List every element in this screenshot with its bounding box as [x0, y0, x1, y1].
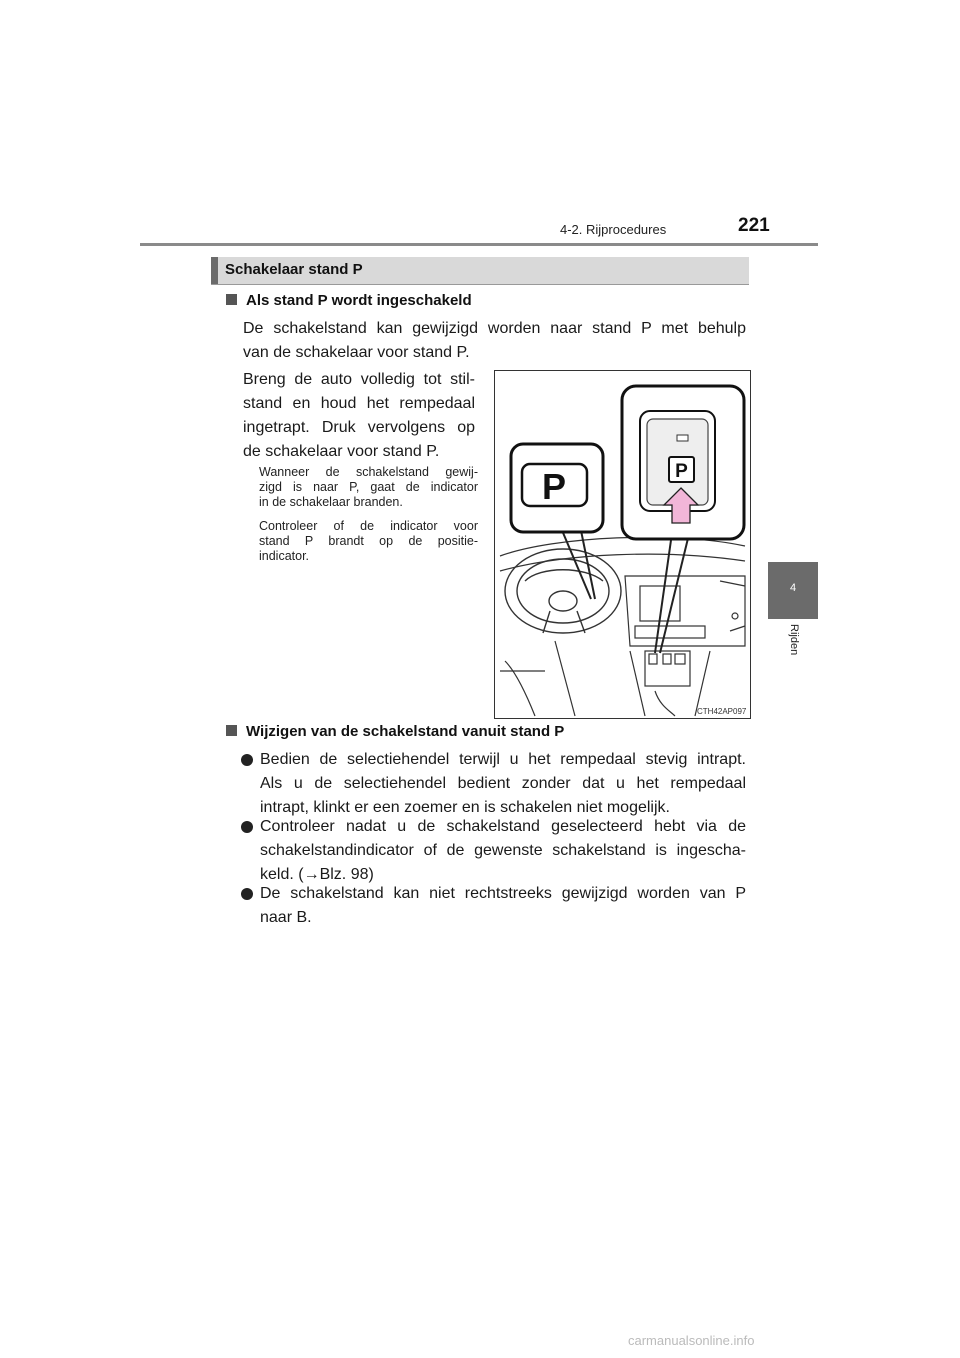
subheading-shift-from-p	[226, 723, 564, 740]
note-line: Controleer of de indicator voor	[259, 519, 478, 533]
bullet-item	[241, 815, 746, 887]
bullet-line: intrapt, klinkt er een zoemer en is schakelen niet mogelijk.	[260, 799, 670, 816]
p-letter-left: P	[541, 466, 567, 507]
bullet-dot-icon	[241, 888, 253, 900]
note-line: in de schakelaar branden.	[259, 495, 403, 509]
chapter-number: 4	[789, 582, 797, 594]
note-line: Wanneer de schakelstand gewij-	[259, 465, 478, 479]
note-line: stand P brandt op de positie-	[259, 534, 478, 548]
banner-accent-bar	[211, 257, 218, 284]
page-number: 221	[738, 215, 770, 236]
bullet-dot-icon	[241, 754, 253, 766]
instruction-line: de schakelaar voor stand P.	[243, 443, 440, 460]
subheading-text: Wijzigen van de schakelstand vanuit stand P	[246, 723, 565, 740]
dashboard-drawing	[495, 371, 750, 718]
instruction-line: ingetrapt. Druk vervolgens op	[243, 419, 475, 436]
bullet-line: naar B.	[260, 909, 312, 926]
bullet-line: Controleer nadat u de schakelstand geselecteerd hebt via de	[260, 818, 746, 835]
steering-wheel-icon	[505, 549, 621, 633]
header-rule	[140, 243, 818, 246]
chapter-tab	[768, 562, 818, 619]
square-bullet-icon	[226, 294, 237, 305]
note-line: indicator.	[259, 549, 310, 563]
instruction-line: Breng de auto volledig tot stil-	[243, 371, 475, 388]
bullet-line: keld. (→Blz. 98)	[260, 866, 374, 883]
subheading-shift-to-p	[226, 292, 472, 309]
instruction-line: stand en houd het rempedaal	[243, 395, 475, 412]
bullet-line: Bedien de selectiehendel terwijl u het rempedaal stevig intrapt.	[260, 751, 746, 768]
figure-code: CTH42AP097	[697, 707, 747, 716]
bullet-line: Als u de selectiehendel bedient zonder dat u het rempedaal	[260, 775, 746, 792]
square-bullet-icon	[226, 725, 237, 736]
watermark: carmanualsonline.info	[628, 1333, 755, 1348]
section-title: Schakelaar stand P	[225, 261, 363, 278]
bullet-line: schakelstandindicator of de gewenste schakelstand is ingescha-	[260, 842, 746, 859]
chapter-label: Rijden	[788, 624, 800, 656]
bullet-line: De schakelstand kan niet rechtstreeks gewijzigd worden van P	[260, 885, 746, 902]
dashboard-illustration	[494, 370, 751, 719]
section-banner	[211, 257, 749, 285]
p-indicator-light	[677, 435, 688, 441]
intro-line-1: De schakelstand kan gewijzigd worden naar stand P met behulp	[243, 320, 746, 337]
intro-line-2: van de schakelaar voor stand P.	[243, 344, 470, 361]
bullet-item	[241, 748, 746, 820]
note-line: zigd is naar P, gaat de indicator	[259, 480, 478, 494]
p-letter-right: P	[675, 461, 688, 482]
subheading-text: Als stand P wordt ingeschakeld	[246, 292, 472, 309]
section-reference: 4-2. Rijprocedures	[560, 222, 667, 237]
bullet-dot-icon	[241, 821, 253, 833]
bullet-item	[241, 882, 746, 930]
